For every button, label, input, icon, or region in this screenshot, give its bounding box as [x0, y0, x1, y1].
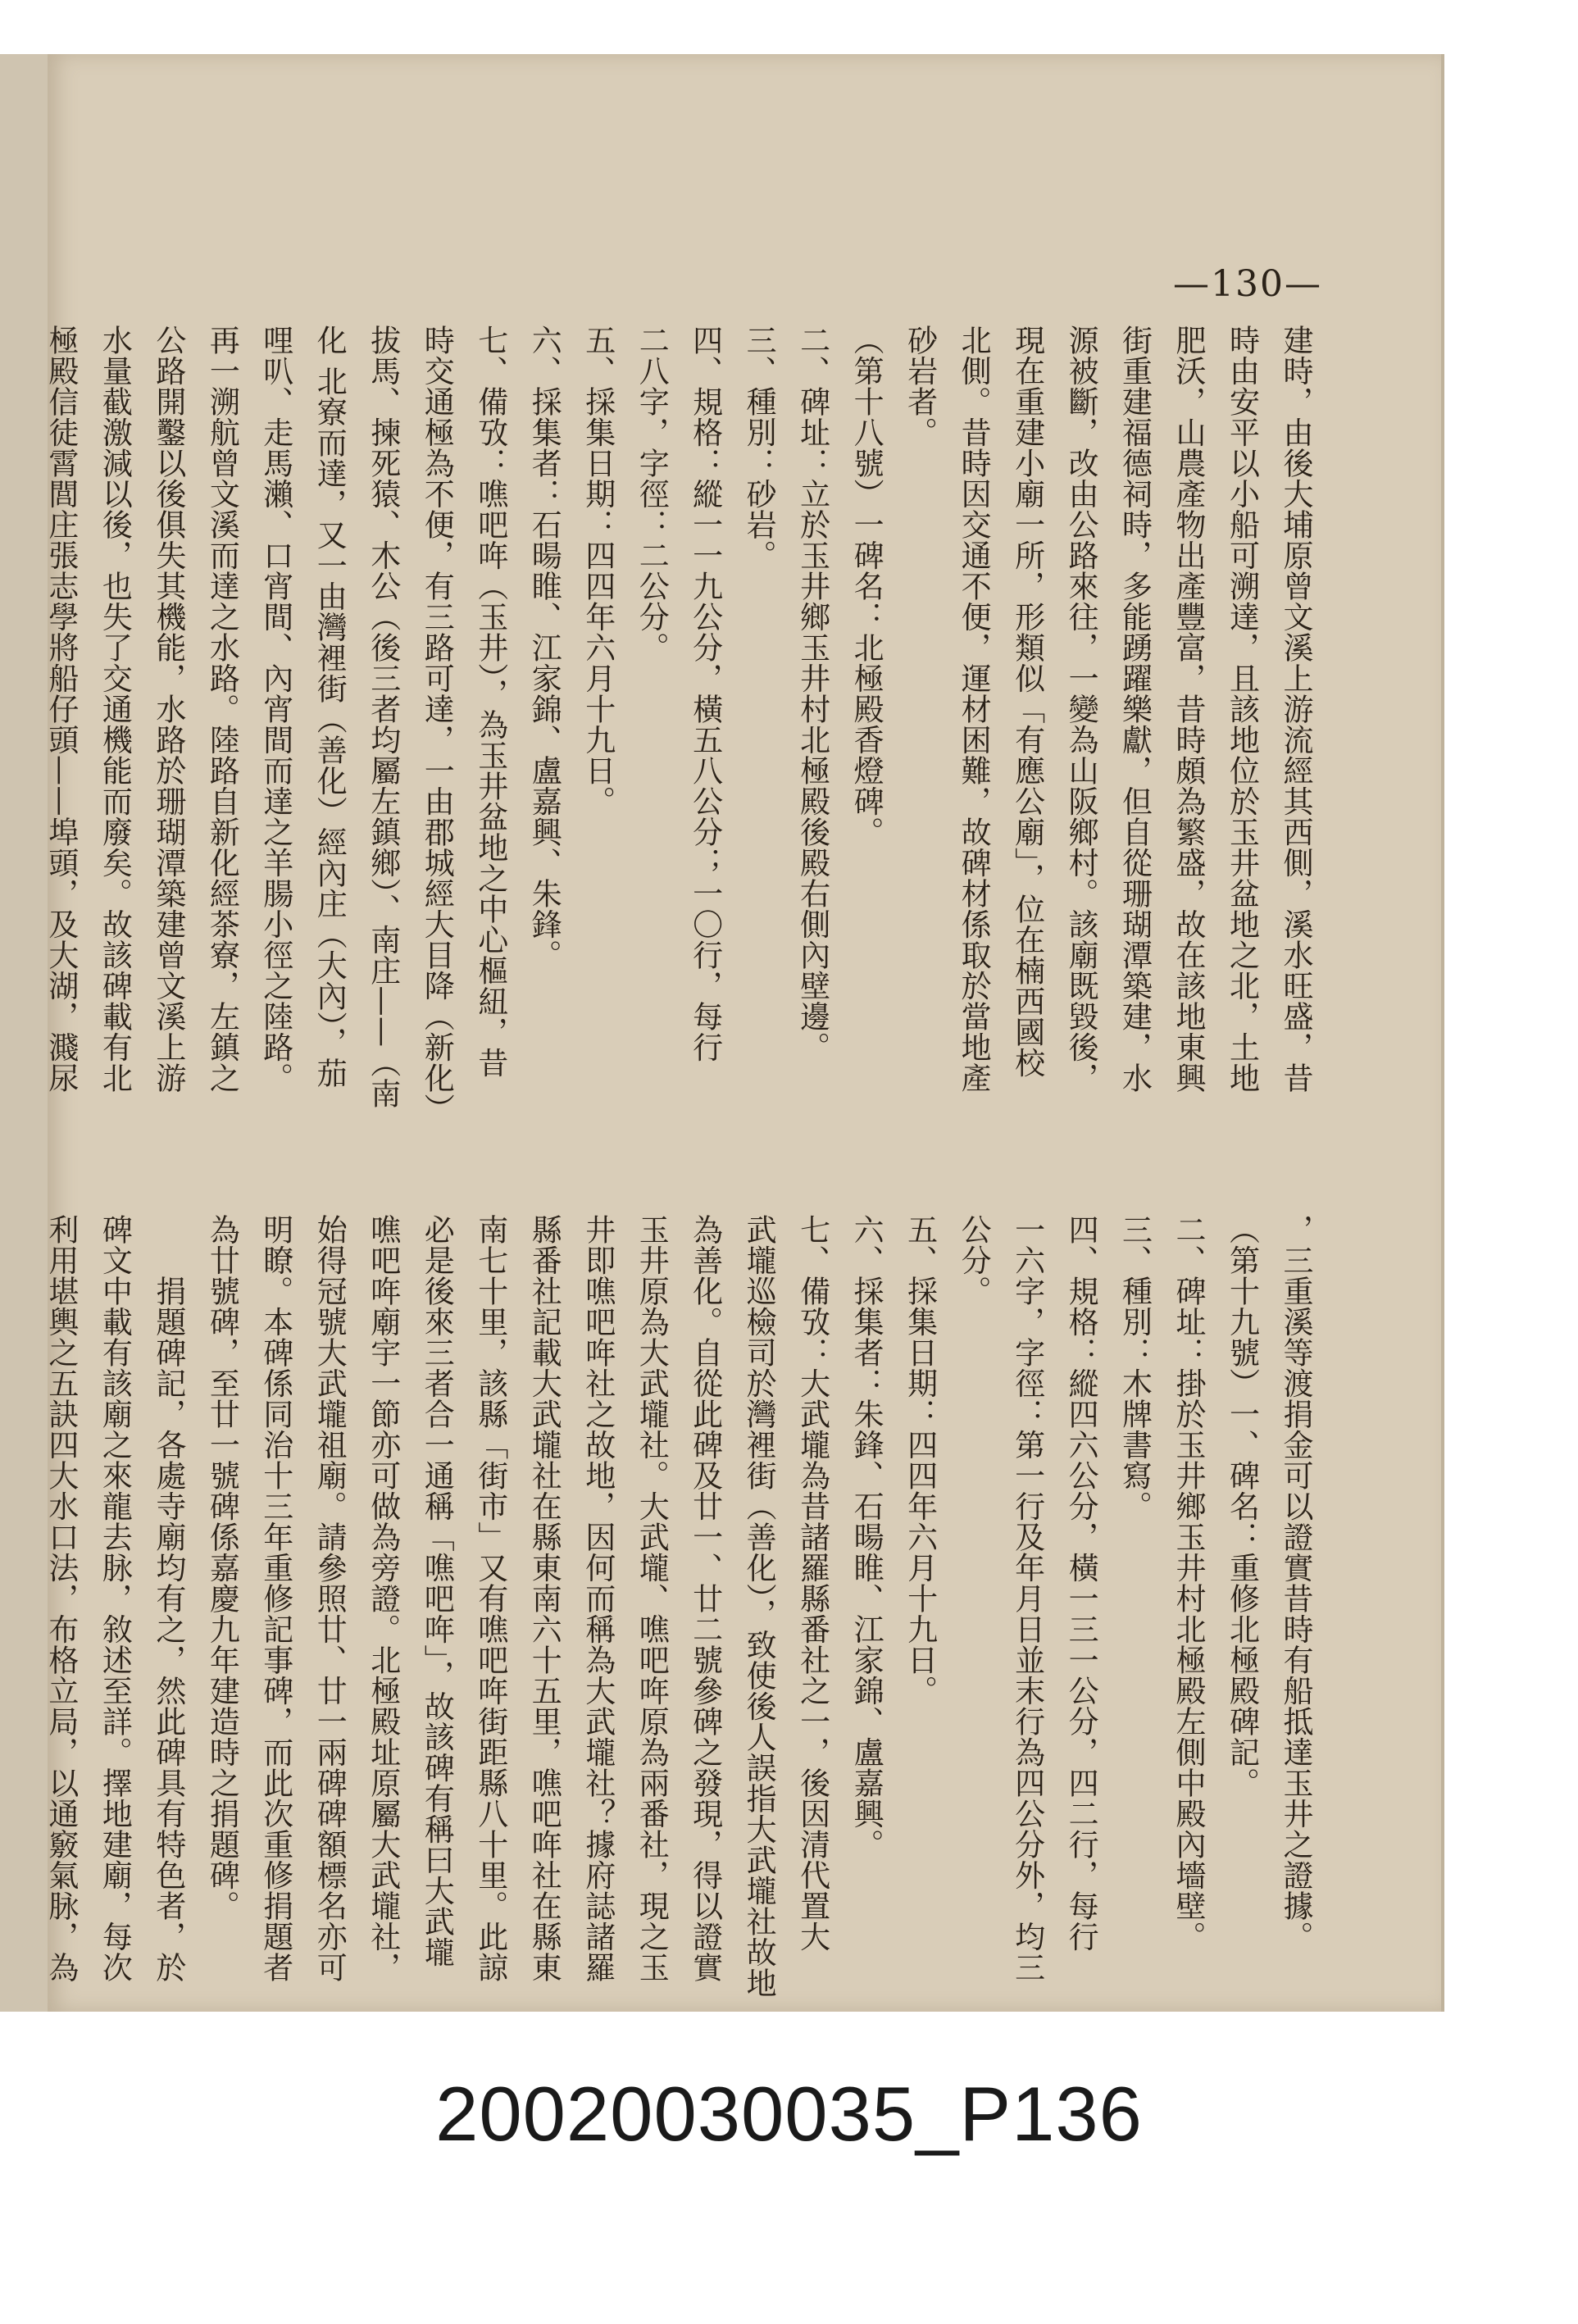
text-line: 五、採集日期：四四年六月十九日。	[580, 325, 616, 816]
text-line: 二、碑址：掛於玉井鄉玉井村北極殿左側中殿內墻壁。	[1171, 1214, 1207, 1952]
page-number: —130—	[1173, 263, 1322, 305]
text-line: 武壠巡檢司於灣裡街（善化），致使後人誤指大武壠社故地	[741, 1214, 777, 1999]
text-line: 六、採集者：石暘睢、江家錦、盧嘉興、朱鋒。	[526, 325, 562, 971]
text-line: 時由安平以小船可溯達，且該地位於玉井盆地之北，土地	[1224, 325, 1260, 1094]
text-line: 碑文中載有該廟之來龍去脉，敘述至詳。擇地建廟，每次	[97, 1214, 133, 1983]
text-line: 明瞭。本碑係同治十三年重修記事碑，而此次重修捐題者	[257, 1214, 293, 1983]
text-line: 七、備攷：大武壠為昔諸羅縣番社之一，後因清代置大	[794, 1214, 830, 1952]
text-line: 建時，由後大埔原曾文溪上游流經其西側，溪水旺盛，昔	[1278, 325, 1313, 1094]
text-block-top	[43, 325, 1322, 1144]
text-line: 六、採集者：朱鋒、石暘睢、江家錦、盧嘉興。	[848, 1214, 884, 1860]
text-line: 一六字，字徑：第一行及年月日並末行為四公分外，均三	[1009, 1214, 1045, 1983]
text-line: ，三重溪等渡捐金可以證實昔時有船抵達玉井之證據。	[1278, 1214, 1313, 1952]
text-line: 再一溯航曾文溪而達之水路。陸路自新化經茶寮，左鎮之	[204, 325, 240, 1094]
text-line: 為廿號碑，至廿一號碑係嘉慶九年建造時之捐題碑。	[204, 1214, 240, 1922]
text-line: 現在重建小廟一所，形類似「有應公廟」，位在楠西國校	[1009, 325, 1045, 1078]
text-line: 化 北寮而達，又一由灣裡街（善化）經內庄（大內），茄	[312, 325, 348, 1089]
book-page	[43, 54, 1444, 2012]
text-line: 三、種別：砂岩。	[741, 325, 777, 571]
text-line: 水量截激減以後，也失了交通機能而廢矣。故該碑載有北	[97, 325, 133, 1094]
archive-caption: 20020030035_P136	[435, 2071, 1143, 2157]
text-line: 拔馬、揀死猿、木公（後三者均屬左鎮鄉）、南庄——（南	[365, 325, 401, 1109]
text-line: 街重建福德祠時，多能踴躍樂獻，但自從珊瑚潭築建，水	[1116, 325, 1153, 1094]
text-line: 四、規格：縱四六公分，橫一三一公分，四二行，每行	[1063, 1214, 1099, 1952]
text-line: 極殿信徒霄閭庄張志學將船仔頭——埠頭，及大湖，濺尿	[43, 325, 79, 1094]
text-line: 必是後來三者合一通稱「噍吧哖」，故該碑有稱曰大武壠	[419, 1214, 455, 1967]
text-line: 始得冠號大武壠祖廟。請參照廿、廿一兩碑碑額標名亦可	[312, 1214, 348, 1983]
text-line: 二、碑址：立於玉井鄉玉井村北極殿後殿右側內壁邊。	[794, 325, 830, 1062]
text-line: 玉井原為大武壠社。大武壠、噍吧哖原為兩番社，現之玉	[634, 1214, 670, 1983]
text-line: 公路開鑿以後俱失其機能，水路於珊瑚潭築建曾文溪上游	[150, 325, 186, 1094]
text-line: 七、備攷：噍吧哖（玉井），為玉井盆地之中心樞紐，昔	[472, 325, 508, 1078]
text-line: 縣番社記載大武壠社在縣東南六十五里，噍吧哖社在縣東	[526, 1214, 562, 1983]
text-line: 公分。	[956, 1214, 992, 1307]
text-line: 三、種別：木牌書寫。	[1116, 1214, 1153, 1521]
text-line: 五、採集日期：四四年六月十九日。	[902, 1214, 938, 1706]
text-line: 砂岩者。	[902, 325, 938, 448]
text-line: 噍吧哖廟宇一節亦可做為旁證。北極殿址原屬大武壠社，	[365, 1214, 401, 1983]
text-line: 時交通極為不便，有三路可達，一由郡城經大目降（新化）	[419, 325, 455, 1124]
text-line: 哩叭、走馬瀨、口宵間、內宵間而達之羊腸小徑之陸路。	[257, 325, 293, 1094]
text-line: 為善化。自從此碑及廿一、廿二號參碑之發現，得以證實	[687, 1214, 723, 1983]
text-line: （第十九號）一、碑名：重修北極殿碑記。	[1224, 1214, 1260, 1799]
text-line: 北側。昔時因交通不便，運材困難，故碑材係取於當地產	[956, 325, 992, 1094]
text-line: 利用堪輿之五訣四大水口法，布格立局，以通竅氣脉，為	[43, 1214, 79, 1983]
text-line: 二八字，字徑：二公分。	[634, 325, 670, 663]
text-line: 井即噍吧哖社之故地，因何而稱為大武壠社？據府誌諸羅	[580, 1214, 616, 1983]
text-line: 南七十里，該縣「街市」又有噍吧哖街距縣八十里。此諒	[472, 1214, 508, 1983]
text-line: 肥沃，山農產物出產豐富，昔時頗為繁盛，故在該地東興	[1171, 325, 1207, 1094]
text-block-bottom	[43, 1214, 1322, 2034]
text-line: （第十八號）一碑名：北極殿香燈碑。	[848, 325, 884, 848]
text-line: 四、規格：縱一一九公分，橫五八公分；一〇行，每行	[687, 325, 723, 1062]
text-line: 源被斷，改由公路來往，一變為山阪鄉村。該廟既毀後，	[1063, 325, 1099, 1094]
text-line: 捐題碑記，各處寺廟均有之，然此碑具有特色者，於	[150, 1214, 186, 1983]
